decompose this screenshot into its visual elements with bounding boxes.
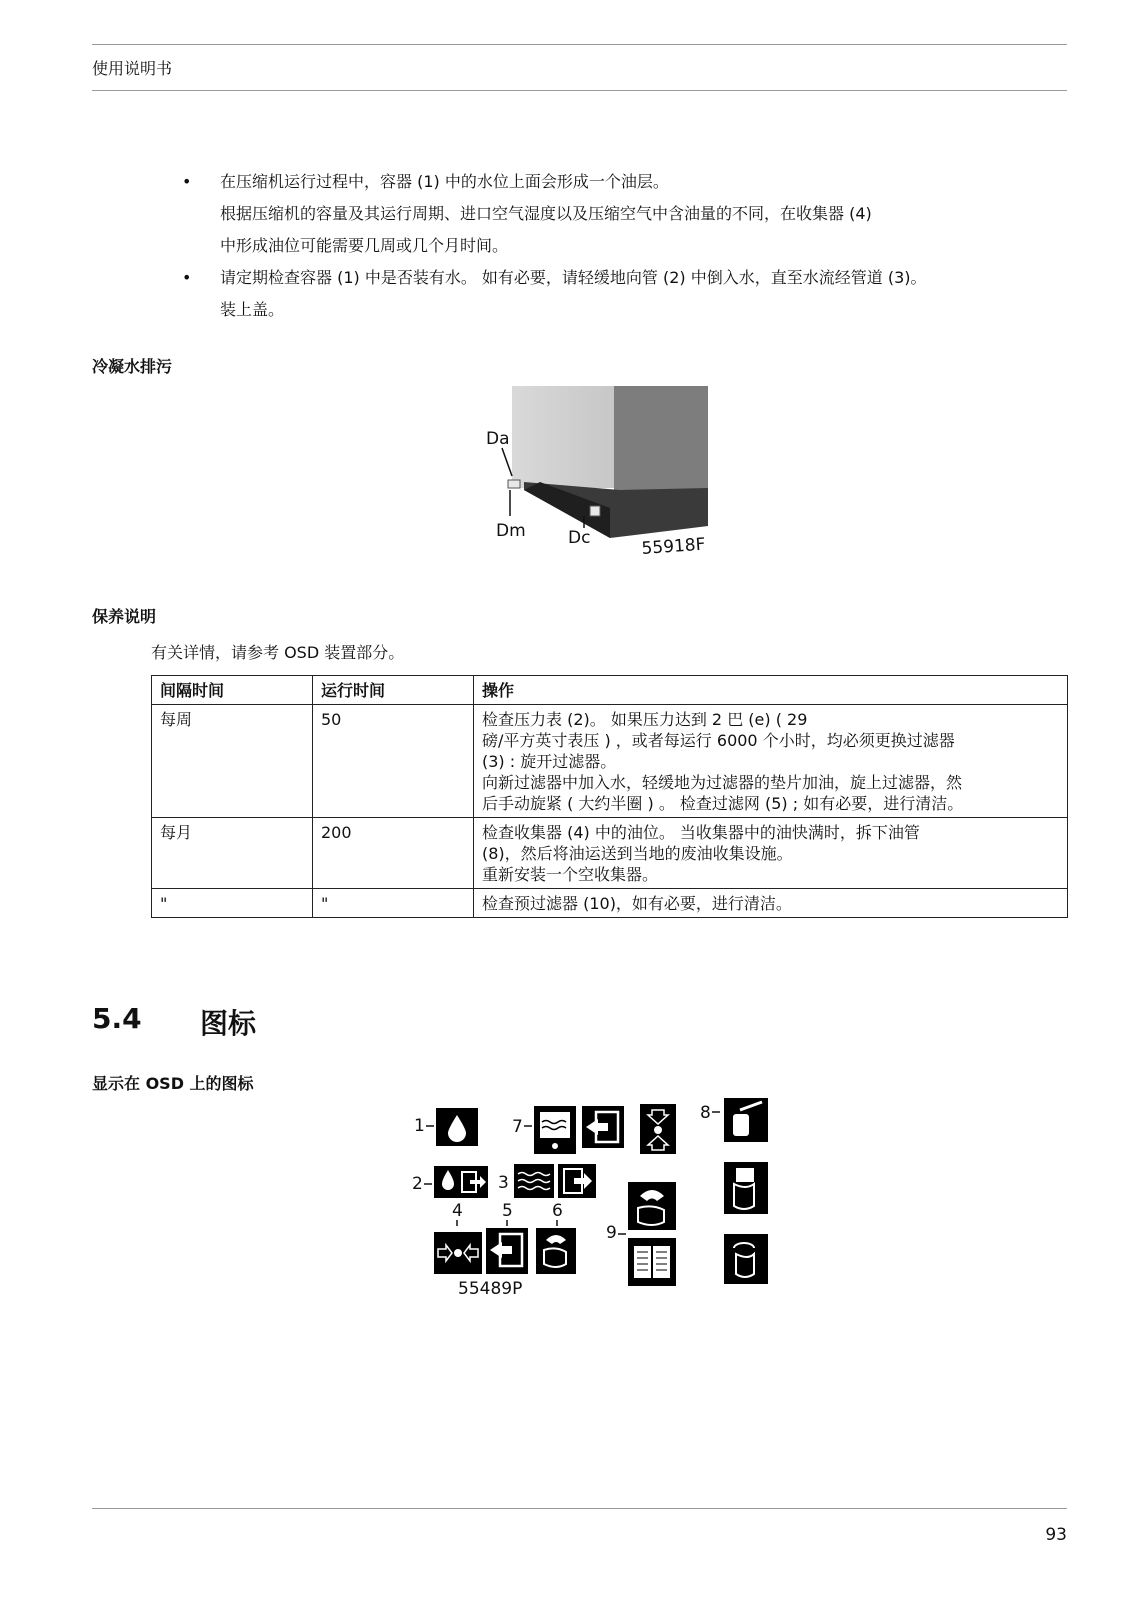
bullet-item <box>182 262 1082 326</box>
bullet-item <box>182 166 1082 262</box>
page-number: 93 <box>1045 1525 1067 1545</box>
condensate-drain-figure <box>480 386 730 566</box>
bullet-symbol: • <box>182 172 192 191</box>
figure-code: 55489P <box>458 1279 523 1299</box>
icon-4-5-6-group <box>434 1201 576 1274</box>
action-line: 重新安装一个空收集器。 <box>482 865 659 884</box>
figure-code: 55918F <box>640 534 707 559</box>
header-rule-bottom <box>92 90 1067 91</box>
footer-rule <box>92 1508 1067 1509</box>
action-line: 检查收集器 (4) 中的油位。 当收集器中的油快满时，拆下油管 <box>482 823 920 842</box>
icons-heading: 显示在 OSD 上的图标 <box>92 1074 254 1093</box>
action-line: 向新过滤器中加入水，轻缓地为过滤器的垫片加油，旋上过滤器，然 <box>482 773 963 792</box>
cell-hours: 200 <box>313 818 474 889</box>
icon-1-water-drop <box>414 1108 478 1146</box>
chapter-number: 5.4 <box>92 1002 142 1035</box>
icon-9-group <box>606 1182 676 1286</box>
column-header-interval: 间隔时间 <box>152 676 313 705</box>
text-line: 在压缩机运行过程中，容器 (1) 中的水位上面会形成一个油层。 <box>220 172 669 191</box>
table-row <box>152 889 1068 918</box>
cell-action <box>474 818 1068 889</box>
label-dm: Dm <box>496 521 526 541</box>
icon-8-group <box>700 1098 768 1284</box>
icon-7-group <box>512 1104 676 1154</box>
icon-label-1: 1 <box>414 1116 425 1136</box>
icon-label-2: 2 <box>412 1174 423 1194</box>
text-line: 装上盖。 <box>220 300 285 319</box>
icon-label-8: 8 <box>700 1103 711 1123</box>
icon-label-6: 6 <box>552 1201 563 1221</box>
text-line: 根据压缩机的容量及其运行周期、进口空气湿度以及压缩空气中含油量的不同，在收集器 (4) <box>220 204 872 223</box>
icon-2-3-group <box>412 1164 596 1198</box>
icon-label-4: 4 <box>452 1201 463 1221</box>
table-row <box>152 705 1068 818</box>
maintenance-table <box>151 675 1068 918</box>
maintenance-heading: 保养说明 <box>92 607 157 626</box>
icon-label-7: 7 <box>512 1117 523 1137</box>
label-dc: Dc <box>568 528 591 548</box>
cell-hours: 50 <box>313 705 474 818</box>
drain-valve-manual <box>508 480 520 488</box>
cell-interval: 每周 <box>152 705 313 818</box>
cell-action <box>474 705 1068 818</box>
icon-label-5: 5 <box>502 1201 513 1221</box>
text-line: 中形成油位可能需要几周或几个月时间。 <box>220 236 509 255</box>
label-da: Da <box>486 429 510 449</box>
table-row <box>152 818 1068 889</box>
drain-valve-condensate <box>590 506 600 516</box>
icon-label-9: 9 <box>606 1223 617 1243</box>
action-line: 检查压力表 (2)。 如果压力达到 2 巴 (e) ( 29 <box>482 710 808 729</box>
osd-icons-figure <box>410 1098 790 1318</box>
action-line: 磅/平方英寸表压 ) ，或者每运行 6000 个小时，均必须更换过滤器 <box>482 731 955 750</box>
bullet-list <box>182 166 1082 326</box>
text-line: 请定期检查容器 (1) 中是否装有水。 如有必要，请轻缓地向管 (2) 中倒入水，直至水流经管道 (3)。 <box>220 268 927 287</box>
condensate-heading: 冷凝水排污 <box>92 357 173 376</box>
leader-line-da <box>502 448 512 476</box>
icon-label-3: 3 <box>498 1173 509 1193</box>
maintenance-note: 有关详情，请参考 OSD 装置部分。 <box>151 643 405 662</box>
action-line: 检查预过滤器 (10)，如有必要，进行清洁。 <box>482 894 792 913</box>
table-header-row <box>152 676 1068 705</box>
chapter-title: 图标 <box>200 1007 257 1040</box>
cell-action <box>474 889 1068 918</box>
column-header-action: 操作 <box>474 676 1068 705</box>
cell-interval: " <box>152 889 313 918</box>
cell-interval: 每月 <box>152 818 313 889</box>
header-title: 使用说明书 <box>92 59 173 78</box>
action-line: (8)，然后将油运送到当地的废油收集设施。 <box>482 844 793 863</box>
cabinet-side <box>614 386 708 492</box>
header-rule-top <box>92 44 1067 45</box>
bullet-symbol: • <box>182 268 192 287</box>
action-line: (3) : 旋开过滤器。 <box>482 752 617 771</box>
column-header-hours: 运行时间 <box>313 676 474 705</box>
cabinet-front <box>512 386 614 488</box>
cell-hours: " <box>313 889 474 918</box>
action-line: 后手动旋紧 ( 大约半圈 ) 。 检查过滤网 (5) ; 如有必要，进行清洁。 <box>482 794 964 813</box>
